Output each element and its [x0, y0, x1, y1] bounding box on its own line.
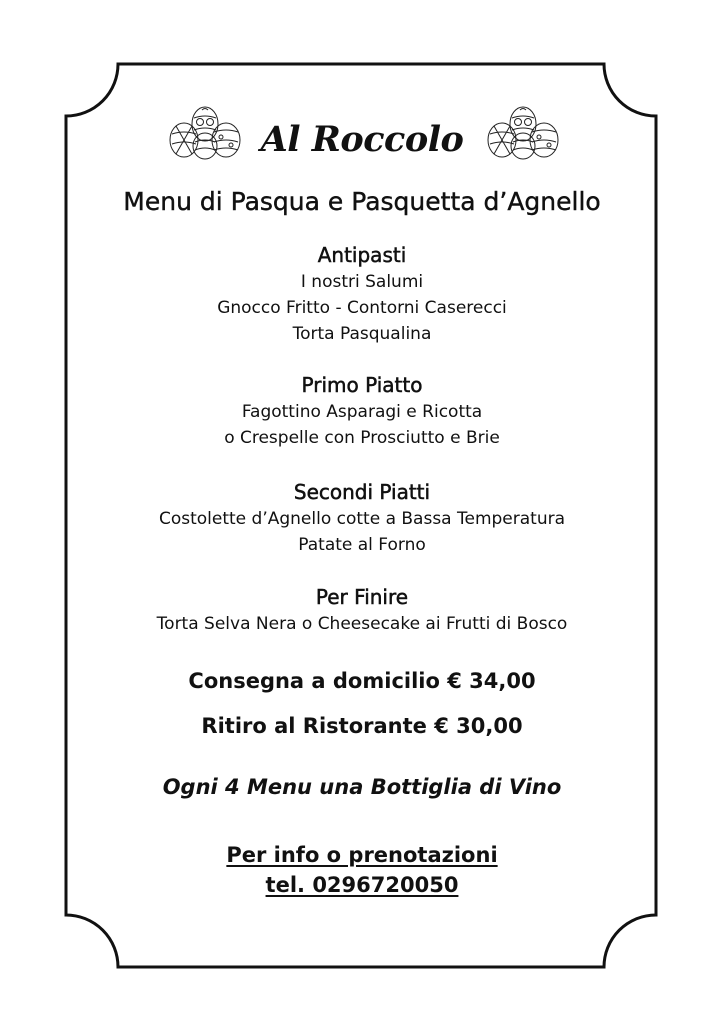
menu-item: Gnocco Fritto - Contorni Caserecci — [217, 298, 507, 318]
menu-section-antipasti — [0, 241, 724, 347]
section-heading: Per Finire — [315, 585, 409, 609]
section-heading: Antipasti — [317, 243, 407, 267]
restaurant-name: Al Roccolo — [260, 119, 464, 160]
pickup-price: Ritiro al Ristorante € 30,00 — [201, 714, 523, 738]
menu-item: I nostri Salumi — [300, 272, 424, 292]
section-heading: Primo Piatto — [301, 373, 423, 397]
menu-item: Torta Selva Nera o Cheesecake ai Frutti di Bosco — [156, 614, 568, 634]
menu-item: Costolette d’Agnello cotte a Bassa Temperatura — [158, 509, 566, 529]
info-line — [0, 840, 724, 870]
menu-section-primo — [0, 371, 724, 451]
menu-title: Menu di Pasqua e Pasquetta d’Agnello — [123, 187, 601, 216]
wine-promo: Ogni 4 Menu una Bottiglia di Vino — [162, 775, 562, 799]
phone-number[interactable]: tel. 0296720050 — [265, 873, 459, 897]
menu-section-secondi — [0, 478, 724, 558]
menu-item: Torta Pasqualina — [292, 324, 432, 344]
delivery-price: Consegna a domicilio € 34,00 — [188, 669, 536, 693]
menu-section-finire — [0, 583, 724, 637]
section-heading: Secondi Piatti — [293, 480, 431, 504]
menu-item: o Crespelle con Prosciutto e Brie — [224, 428, 500, 448]
phone-line — [0, 870, 724, 900]
menu-item: Fagottino Asparagi e Ricotta — [241, 402, 483, 422]
info-text: Per info o prenotazioni — [226, 843, 498, 867]
menu-item: Patate al Forno — [298, 535, 426, 555]
